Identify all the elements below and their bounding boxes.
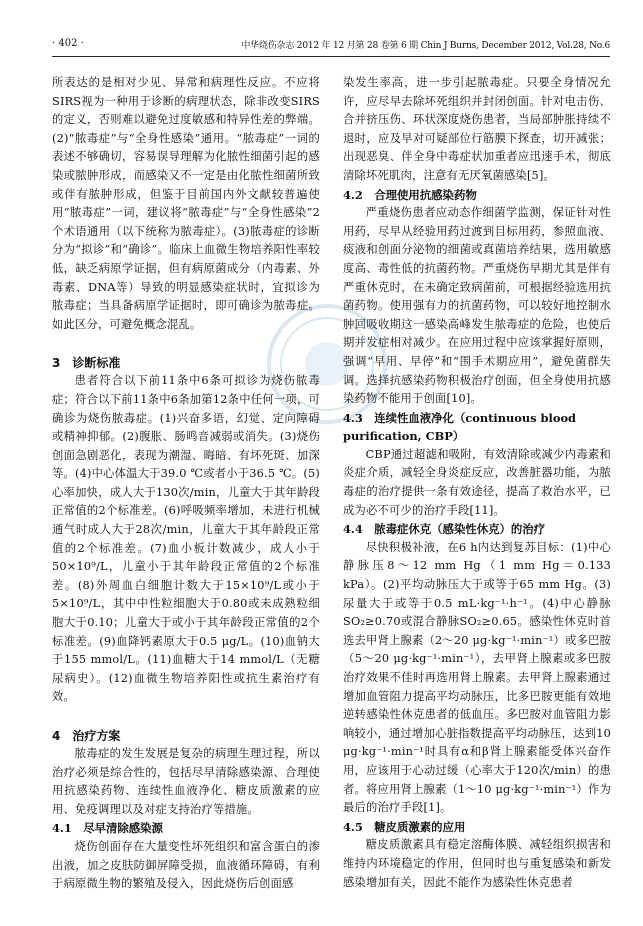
right-column bbox=[343, 74, 611, 892]
journal-citation: 中华烧伤杂志 2012 年 12 月第 28 卷第 6 期 Chin J Burns, December 2012, Vol.28, No.6 bbox=[241, 41, 610, 51]
section-title-diagnostic-criteria: 3 诊断标准 bbox=[52, 356, 121, 371]
paragraph-cbp: CBP通过超滤和吸附，有效清除或减少内毒素和炎症介质，减轻全身炎症反应，改善脏器功能，为脓毒症的治疗提供一条有效途径，提高了救治水平，已成为必不可少的治疗手段[11]。 bbox=[343, 447, 611, 517]
paragraph-septic-shock: 尽快积极补液，在6 h内达到复苏目标：(1)中心静脉压8～12 mm Hg（1 mm Hg＝0.133 kPa）。(2)平均动脉压大于或等于65 mm Hg。(3)尿量大于或等于0.5 mL·kg⁻¹·h⁻¹。(4)中心静脉SO₂≥0.70或混合静脉SO₂≥0.65。感染性休克时首选去甲肾上腺素（2～20 μg·kg⁻¹·min⁻¹）或多巴胺（5～20 μg·kg⁻¹·min⁻¹），去甲肾上腺素或多巴胺治疗效果不佳时再选用肾上腺素。去甲肾上腺素通过增加血管阻力提高平均动脉压，比多巴胺更能有效地逆转感染性休克患者的低血压。多巴胺对血管阻力影响较小，通过增加心脏指数提高平均动脉压，达到10 μg·kg⁻¹·min⁻¹时具有α和β肾上腺素能受体兴奋作用，应该用于心动过缓（心率大于120次/min）的患者。将应用肾上腺素（1～10 μg·kg⁻¹·min⁻¹）作为最后的治疗手段[1]。 bbox=[343, 540, 611, 815]
subsection-title-glucocorticoids: 4.5 糖皮质激素的应用 bbox=[343, 819, 466, 834]
subsection-title-septic-shock: 4.4 脓毒症休克（感染性休克）的治疗 bbox=[343, 522, 546, 537]
paragraph-wound-infection: 染发生率高，进一步引起脓毒症。只要全身情况允许，应尽早去除坏死组织并封闭创面。针对电击伤、合并挤压伤、环状深度烧伤患者，当局部肿胀持续不退时，应及早对可疑部位行筋膜下探查，切开减张；出现恶臭、伴全身中毒症状加重者应迅速手术，彻底清除坏死肌肉，注意有无厌氧菌感染[5]。 bbox=[343, 76, 611, 182]
header-rule bbox=[52, 56, 610, 57]
left-column bbox=[52, 74, 320, 894]
paragraph-remove-source: 烧伤创面存在大量变性坏死组织和富含蛋白的渗出液，加之皮肤防御屏障受损，血液循环障碍，有利于病原微生物的繁殖及侵入，因此烧伤后创面感 bbox=[52, 839, 320, 891]
paragraph-treatment-intro: 脓毒症的发生发展是复杂的病理生理过程，所以治疗必须是综合性的，包括尽早清除感染源、合理使用抗感染药物、连续性血液净化、糖皮质激素的应用、免疫调理以及对症支持治疗等措施。 bbox=[52, 747, 320, 816]
subsection-title-remove-source: 4.1 尽早清除感染源 bbox=[52, 821, 163, 836]
paragraph-definitions: 所表达的是相对少见、异常和病理性反应。不应将SIRS视为一种用于诊断的病理状态，除非改变SIRS的定义，否则难以避免过度敏感和特异性差的弊端。(2)“脓毒症”与“全身性感染”通用。“脓毒症”一词的表述不够确切，容易误导理解为化脓性细菌引起的感染或脓肿形成，而感染又不一定是由化脓性细菌所致或伴有脓肿形成，但鉴于目前国内外文献较普遍使用“脓毒症”一词，建议将“脓毒症”与“全身性感染”2个术语通用（以下统称为脓毒症）。(3)脓毒症的诊断分为“拟诊”和“确诊”。临床上血微生物培养阳性率较低，缺乏病原学证据，但有病原菌成分（内毒素、外毒素、DNA等）导致的明显感染症状时，宜拟诊为脓毒症；当具备病原学证据时，即可确诊为脓毒症。如此区分，可避免概念混乱。 bbox=[52, 76, 320, 331]
subsection-title-antibiotics: 4.2 合理使用抗感染药物 bbox=[343, 187, 477, 202]
paragraph-glucocorticoids: 糖皮质激素具有稳定溶酶体膜、减轻组织损害和维持内环境稳定的作用，但同时也与重复感染和新发感染增加有关，因此不能作为感染性休克患者 bbox=[343, 838, 611, 889]
subsection-title-cbp: 4.3 连续性血液净化（continuous blood purification, CBP） bbox=[343, 410, 577, 444]
paragraph-antibiotics: 严重烧伤患者应动态作细菌学监测，保证针对性用药，尽早从经验用药过渡到目标用药，参照血液、痰液和创面分泌物的细菌或真菌培养结果，选用敏感度高、毒性低的抗菌药物。严重烧伤早期尤其是伴有严重休克时，在未确定致病菌前，可根据经验选用抗菌药物。使用强有力的抗菌药物，可以较好地控制水肿回吸收期这一感染高峰发生脓毒症的危险，也使后期并发症相对减少。在应用过程中应该掌握好原则，强调“早用、早停”和“围手术期应用”，避免菌群失调。选择抗感染药物积极治疗创面，但全身使用抗感染药物不能用于创面[10]。 bbox=[343, 206, 611, 406]
paragraph-diagnostic-criteria: 患者符合以下前11条中6条可拟诊为烧伤脓毒症；符合以下前11条中6条加第12条中任何一项，可确诊为烧伤脓毒症。(1)兴奋多语，幻觉、定向障碍或精神抑郁。(2)腹胀、肠鸣音减弱或消失。(3)烧伤创面急剧恶化，表现为潮湿、晦暗、有坏死斑、加深等。(4)中心体温大于39.0 ℃或者小于36.5 ℃。(5)心率加快，成人大于130次/min，儿童大于其年龄段正常值的2个标准差。(6)呼吸频率增加，未进行机械通气时成人大于28次/min，儿童大于其年龄段正常值的2个标准差。(7)血小板计数减少，成人小于50×10⁹/L，儿童小于其年龄段正常值的2个标准差。(8)外周血白细胞计数大于15×10⁹/L或小于5×10⁹/L，其中中性粒细胞大于0.80或未成熟粒细胞大于0.10；儿童大于或小于其年龄段正常值的2个标准差。(9)血降钙素原大于0.5 μg/L。(10)血钠大于155 mmol/L。(11)血糖大于14 mmol/L（无糖尿病史）。(12)血微生物培养阳性或抗生素治疗有效。 bbox=[52, 374, 320, 704]
section-title-treatment: 4 治疗方案 bbox=[52, 729, 121, 743]
running-header bbox=[52, 38, 610, 54]
page-number: · 402 · bbox=[52, 38, 84, 49]
